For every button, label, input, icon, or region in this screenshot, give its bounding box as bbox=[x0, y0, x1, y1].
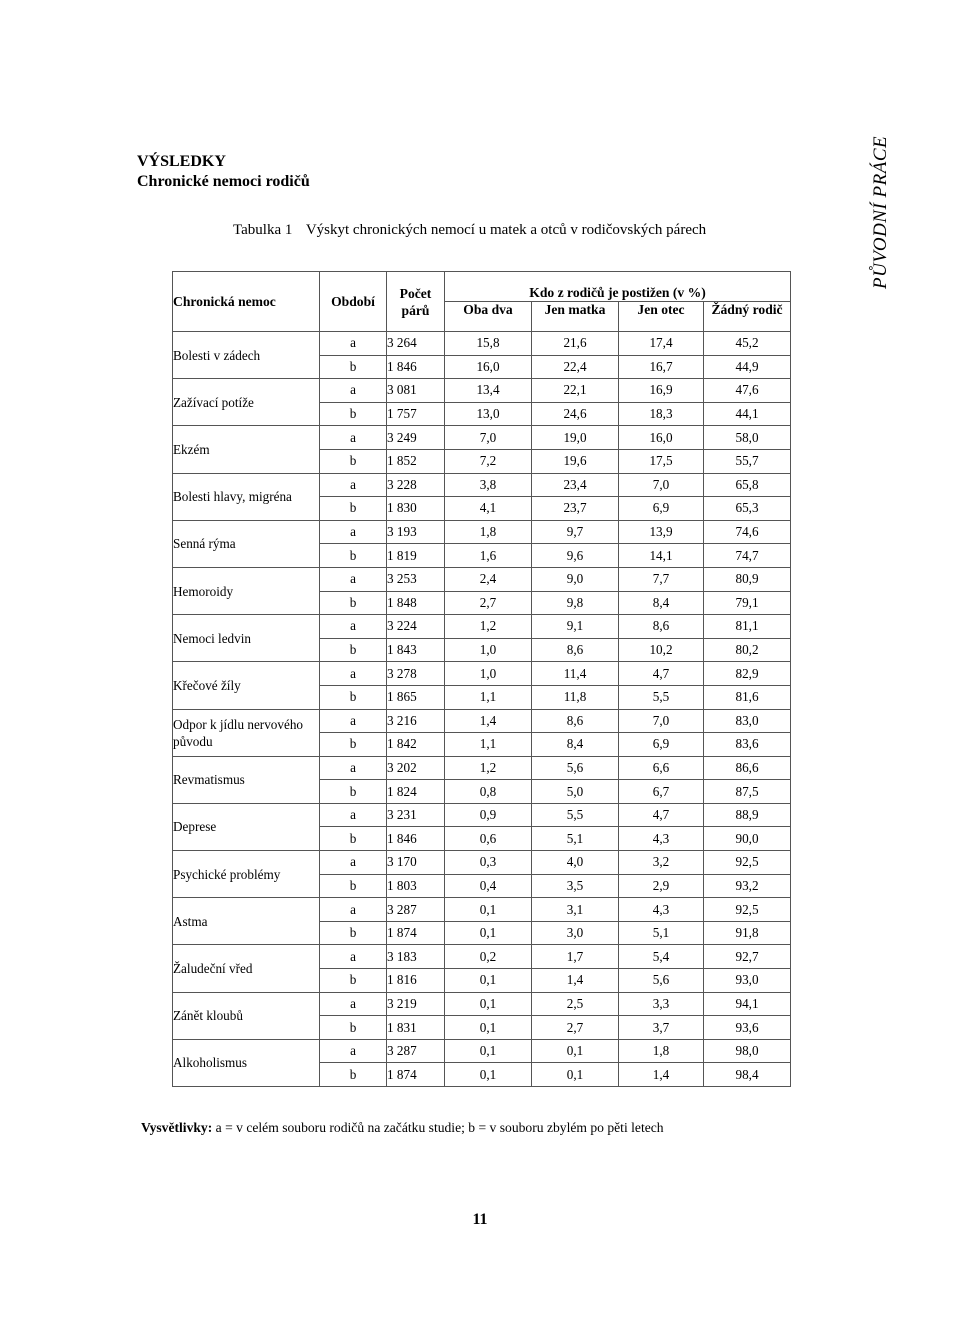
mother-cell: 0,1 bbox=[532, 1039, 619, 1063]
disease-name: Hemoroidy bbox=[173, 567, 320, 614]
table-row bbox=[173, 945, 791, 969]
period-cell: a bbox=[320, 803, 387, 827]
father-cell: 8,6 bbox=[619, 615, 704, 639]
disease-name: Deprese bbox=[173, 803, 320, 850]
disease-name: Senná rýma bbox=[173, 520, 320, 567]
none-cell: 98,0 bbox=[704, 1039, 791, 1063]
both-cell: 0,1 bbox=[445, 921, 532, 945]
father-cell: 5,4 bbox=[619, 945, 704, 969]
table-row bbox=[173, 332, 791, 356]
period-cell: b bbox=[320, 1016, 387, 1040]
pairs-cell: 3 287 bbox=[387, 898, 445, 922]
both-cell: 0,6 bbox=[445, 827, 532, 851]
father-cell: 17,5 bbox=[619, 449, 704, 473]
period-cell: a bbox=[320, 709, 387, 733]
table-caption-number: Tabulka 1 bbox=[233, 222, 293, 238]
mother-cell: 9,6 bbox=[532, 544, 619, 568]
father-cell: 7,0 bbox=[619, 709, 704, 733]
father-cell: 16,7 bbox=[619, 355, 704, 379]
pairs-cell: 1 830 bbox=[387, 497, 445, 521]
period-cell: b bbox=[320, 497, 387, 521]
section-subtitle: Chronické nemoci rodičů bbox=[137, 173, 310, 190]
none-cell: 86,6 bbox=[704, 756, 791, 780]
period-cell: a bbox=[320, 379, 387, 403]
header-affected-group: Kdo z rodičů je postižen (v %) bbox=[445, 272, 791, 302]
none-cell: 88,9 bbox=[704, 803, 791, 827]
table-row bbox=[173, 473, 791, 497]
pairs-cell: 1 803 bbox=[387, 874, 445, 898]
mother-cell: 5,0 bbox=[532, 780, 619, 804]
father-cell: 3,3 bbox=[619, 992, 704, 1016]
mother-cell: 23,7 bbox=[532, 497, 619, 521]
father-cell: 4,7 bbox=[619, 662, 704, 686]
father-cell: 14,1 bbox=[619, 544, 704, 568]
both-cell: 2,7 bbox=[445, 591, 532, 615]
table-row bbox=[173, 756, 791, 780]
pairs-cell: 1 848 bbox=[387, 591, 445, 615]
period-cell: b bbox=[320, 969, 387, 993]
period-cell: a bbox=[320, 615, 387, 639]
disease-name: Bolesti v zádech bbox=[173, 332, 320, 379]
none-cell: 92,5 bbox=[704, 898, 791, 922]
none-cell: 83,0 bbox=[704, 709, 791, 733]
mother-cell: 4,0 bbox=[532, 851, 619, 875]
both-cell: 1,1 bbox=[445, 685, 532, 709]
footnote-label: Vysvětlivky: bbox=[141, 1120, 213, 1135]
side-label: PŮVODNÍ PRÁCE bbox=[870, 135, 891, 289]
period-cell: b bbox=[320, 733, 387, 757]
period-cell: b bbox=[320, 827, 387, 851]
disease-name: Žaludeční vřed bbox=[173, 945, 320, 992]
section-title: VÝSLEDKY bbox=[137, 153, 226, 170]
pairs-cell: 1 874 bbox=[387, 921, 445, 945]
both-cell: 2,4 bbox=[445, 567, 532, 591]
both-cell: 1,1 bbox=[445, 733, 532, 757]
header-pairs: Počet párů bbox=[387, 272, 445, 332]
period-cell: b bbox=[320, 921, 387, 945]
mother-cell: 23,4 bbox=[532, 473, 619, 497]
pairs-cell: 3 081 bbox=[387, 379, 445, 403]
table-row bbox=[173, 1039, 791, 1063]
both-cell: 1,2 bbox=[445, 615, 532, 639]
disease-name: Revmatismus bbox=[173, 756, 320, 803]
pairs-cell: 3 287 bbox=[387, 1039, 445, 1063]
disease-name: Zánět kloubů bbox=[173, 992, 320, 1039]
father-cell: 6,9 bbox=[619, 497, 704, 521]
pairs-cell: 3 224 bbox=[387, 615, 445, 639]
period-cell: a bbox=[320, 473, 387, 497]
period-cell: b bbox=[320, 1063, 387, 1087]
mother-cell: 5,6 bbox=[532, 756, 619, 780]
none-cell: 93,0 bbox=[704, 969, 791, 993]
father-cell: 6,7 bbox=[619, 780, 704, 804]
father-cell: 6,6 bbox=[619, 756, 704, 780]
mother-cell: 24,6 bbox=[532, 402, 619, 426]
father-cell: 5,6 bbox=[619, 969, 704, 993]
father-cell: 7,7 bbox=[619, 567, 704, 591]
header-none: Žádný rodič bbox=[704, 302, 791, 332]
pairs-cell: 3 253 bbox=[387, 567, 445, 591]
table-row bbox=[173, 379, 791, 403]
table-row bbox=[173, 803, 791, 827]
none-cell: 93,6 bbox=[704, 1016, 791, 1040]
pairs-cell: 1 824 bbox=[387, 780, 445, 804]
mother-cell: 8,4 bbox=[532, 733, 619, 757]
mother-cell: 22,4 bbox=[532, 355, 619, 379]
father-cell: 4,7 bbox=[619, 803, 704, 827]
none-cell: 44,9 bbox=[704, 355, 791, 379]
mother-cell: 8,6 bbox=[532, 709, 619, 733]
both-cell: 0,1 bbox=[445, 1039, 532, 1063]
table-row bbox=[173, 567, 791, 591]
period-cell: a bbox=[320, 332, 387, 356]
mother-cell: 5,5 bbox=[532, 803, 619, 827]
period-cell: b bbox=[320, 780, 387, 804]
both-cell: 1,8 bbox=[445, 520, 532, 544]
disease-name: Astma bbox=[173, 898, 320, 945]
table-row bbox=[173, 426, 791, 450]
mother-cell: 9,0 bbox=[532, 567, 619, 591]
both-cell: 1,6 bbox=[445, 544, 532, 568]
both-cell: 3,8 bbox=[445, 473, 532, 497]
both-cell: 16,0 bbox=[445, 355, 532, 379]
mother-cell: 3,1 bbox=[532, 898, 619, 922]
none-cell: 47,6 bbox=[704, 379, 791, 403]
both-cell: 0,9 bbox=[445, 803, 532, 827]
pairs-cell: 3 216 bbox=[387, 709, 445, 733]
section-heading bbox=[137, 152, 310, 192]
both-cell: 0,8 bbox=[445, 780, 532, 804]
father-cell: 2,9 bbox=[619, 874, 704, 898]
none-cell: 91,8 bbox=[704, 921, 791, 945]
father-cell: 13,9 bbox=[619, 520, 704, 544]
mother-cell: 9,7 bbox=[532, 520, 619, 544]
pairs-cell: 1 843 bbox=[387, 638, 445, 662]
header-father: Jen otec bbox=[619, 302, 704, 332]
none-cell: 74,6 bbox=[704, 520, 791, 544]
mother-cell: 21,6 bbox=[532, 332, 619, 356]
both-cell: 0,1 bbox=[445, 992, 532, 1016]
pairs-cell: 1 831 bbox=[387, 1016, 445, 1040]
both-cell: 4,1 bbox=[445, 497, 532, 521]
disease-name: Křečové žíly bbox=[173, 662, 320, 709]
mother-cell: 11,4 bbox=[532, 662, 619, 686]
table-row bbox=[173, 520, 791, 544]
period-cell: a bbox=[320, 756, 387, 780]
none-cell: 74,7 bbox=[704, 544, 791, 568]
father-cell: 1,8 bbox=[619, 1039, 704, 1063]
mother-cell: 9,8 bbox=[532, 591, 619, 615]
both-cell: 15,8 bbox=[445, 332, 532, 356]
period-cell: b bbox=[320, 449, 387, 473]
none-cell: 80,9 bbox=[704, 567, 791, 591]
both-cell: 0,1 bbox=[445, 969, 532, 993]
father-cell: 17,4 bbox=[619, 332, 704, 356]
mother-cell: 3,5 bbox=[532, 874, 619, 898]
period-cell: a bbox=[320, 992, 387, 1016]
period-cell: a bbox=[320, 520, 387, 544]
table-row bbox=[173, 662, 791, 686]
father-cell: 3,2 bbox=[619, 851, 704, 875]
header-both: Oba dva bbox=[445, 302, 532, 332]
period-cell: b bbox=[320, 638, 387, 662]
pairs-cell: 3 193 bbox=[387, 520, 445, 544]
father-cell: 10,2 bbox=[619, 638, 704, 662]
none-cell: 65,8 bbox=[704, 473, 791, 497]
mother-cell: 2,5 bbox=[532, 992, 619, 1016]
header-mother: Jen matka bbox=[532, 302, 619, 332]
both-cell: 0,1 bbox=[445, 898, 532, 922]
father-cell: 3,7 bbox=[619, 1016, 704, 1040]
mother-cell: 2,7 bbox=[532, 1016, 619, 1040]
period-cell: b bbox=[320, 685, 387, 709]
father-cell: 4,3 bbox=[619, 827, 704, 851]
father-cell: 5,5 bbox=[619, 685, 704, 709]
pairs-cell: 3 170 bbox=[387, 851, 445, 875]
father-cell: 16,9 bbox=[619, 379, 704, 403]
mother-cell: 8,6 bbox=[532, 638, 619, 662]
none-cell: 65,3 bbox=[704, 497, 791, 521]
both-cell: 0,4 bbox=[445, 874, 532, 898]
both-cell: 0,1 bbox=[445, 1063, 532, 1087]
table-row bbox=[173, 709, 791, 733]
period-cell: a bbox=[320, 662, 387, 686]
none-cell: 79,1 bbox=[704, 591, 791, 615]
none-cell: 98,4 bbox=[704, 1063, 791, 1087]
period-cell: a bbox=[320, 945, 387, 969]
period-cell: a bbox=[320, 898, 387, 922]
both-cell: 1,4 bbox=[445, 709, 532, 733]
none-cell: 81,1 bbox=[704, 615, 791, 639]
none-cell: 45,2 bbox=[704, 332, 791, 356]
none-cell: 83,6 bbox=[704, 733, 791, 757]
table-row bbox=[173, 615, 791, 639]
none-cell: 81,6 bbox=[704, 685, 791, 709]
father-cell: 16,0 bbox=[619, 426, 704, 450]
pairs-cell: 3 219 bbox=[387, 992, 445, 1016]
pairs-cell: 1 846 bbox=[387, 355, 445, 379]
both-cell: 1,2 bbox=[445, 756, 532, 780]
page-number: 11 bbox=[472, 1211, 488, 1228]
disease-name: Nemoci ledvin bbox=[173, 615, 320, 662]
period-cell: a bbox=[320, 1039, 387, 1063]
mother-cell: 22,1 bbox=[532, 379, 619, 403]
both-cell: 13,0 bbox=[445, 402, 532, 426]
both-cell: 13,4 bbox=[445, 379, 532, 403]
mother-cell: 0,1 bbox=[532, 1063, 619, 1087]
none-cell: 82,9 bbox=[704, 662, 791, 686]
table-row bbox=[173, 851, 791, 875]
period-cell: b bbox=[320, 402, 387, 426]
period-cell: b bbox=[320, 874, 387, 898]
period-cell: b bbox=[320, 591, 387, 615]
header-row bbox=[173, 272, 791, 302]
both-cell: 7,0 bbox=[445, 426, 532, 450]
period-cell: b bbox=[320, 544, 387, 568]
none-cell: 93,2 bbox=[704, 874, 791, 898]
pairs-cell: 1 842 bbox=[387, 733, 445, 757]
disease-name: Ekzém bbox=[173, 426, 320, 473]
both-cell: 0,1 bbox=[445, 1016, 532, 1040]
period-cell: b bbox=[320, 355, 387, 379]
table-row bbox=[173, 992, 791, 1016]
disease-name: Psychické problémy bbox=[173, 851, 320, 898]
father-cell: 1,4 bbox=[619, 1063, 704, 1087]
father-cell: 7,0 bbox=[619, 473, 704, 497]
none-cell: 94,1 bbox=[704, 992, 791, 1016]
pairs-cell: 3 202 bbox=[387, 756, 445, 780]
pairs-cell: 3 183 bbox=[387, 945, 445, 969]
father-cell: 8,4 bbox=[619, 591, 704, 615]
footnote bbox=[141, 1120, 664, 1136]
pairs-cell: 1 816 bbox=[387, 969, 445, 993]
pairs-cell: 3 231 bbox=[387, 803, 445, 827]
mother-cell: 5,1 bbox=[532, 827, 619, 851]
footnote-text: a = v celém souboru rodičů na začátku studie; b = v souboru zbylém po pěti letech bbox=[212, 1120, 664, 1135]
header-disease: Chronická nemoc bbox=[173, 272, 320, 332]
none-cell: 92,7 bbox=[704, 945, 791, 969]
mother-cell: 19,0 bbox=[532, 426, 619, 450]
none-cell: 44,1 bbox=[704, 402, 791, 426]
pairs-cell: 3 249 bbox=[387, 426, 445, 450]
pairs-cell: 1 874 bbox=[387, 1063, 445, 1087]
none-cell: 90,0 bbox=[704, 827, 791, 851]
mother-cell: 1,4 bbox=[532, 969, 619, 993]
pairs-cell: 1 757 bbox=[387, 402, 445, 426]
pairs-cell: 1 846 bbox=[387, 827, 445, 851]
both-cell: 0,2 bbox=[445, 945, 532, 969]
mother-cell: 3,0 bbox=[532, 921, 619, 945]
disease-name: Bolesti hlavy, migréna bbox=[173, 473, 320, 520]
both-cell: 1,0 bbox=[445, 638, 532, 662]
mother-cell: 11,8 bbox=[532, 685, 619, 709]
disease-table bbox=[172, 271, 791, 1087]
none-cell: 87,5 bbox=[704, 780, 791, 804]
both-cell: 7,2 bbox=[445, 449, 532, 473]
none-cell: 92,5 bbox=[704, 851, 791, 875]
disease-name: Alkoholismus bbox=[173, 1039, 320, 1086]
pairs-cell: 3 228 bbox=[387, 473, 445, 497]
disease-name: Odpor k jídlu nervového původu bbox=[173, 709, 320, 756]
both-cell: 0,3 bbox=[445, 851, 532, 875]
pairs-cell: 1 852 bbox=[387, 449, 445, 473]
pairs-cell: 3 264 bbox=[387, 332, 445, 356]
mother-cell: 19,6 bbox=[532, 449, 619, 473]
table-caption-text: Výskyt chronických nemocí u matek a otců v rodičovských párech bbox=[305, 222, 707, 238]
pairs-cell: 1 819 bbox=[387, 544, 445, 568]
none-cell: 58,0 bbox=[704, 426, 791, 450]
period-cell: a bbox=[320, 851, 387, 875]
none-cell: 55,7 bbox=[704, 449, 791, 473]
none-cell: 80,2 bbox=[704, 638, 791, 662]
father-cell: 5,1 bbox=[619, 921, 704, 945]
father-cell: 4,3 bbox=[619, 898, 704, 922]
disease-name: Zažívací potíže bbox=[173, 379, 320, 426]
pairs-cell: 1 865 bbox=[387, 685, 445, 709]
period-cell: a bbox=[320, 567, 387, 591]
father-cell: 18,3 bbox=[619, 402, 704, 426]
header-period: Období bbox=[320, 272, 387, 332]
father-cell: 6,9 bbox=[619, 733, 704, 757]
both-cell: 1,0 bbox=[445, 662, 532, 686]
table-row bbox=[173, 898, 791, 922]
mother-cell: 9,1 bbox=[532, 615, 619, 639]
mother-cell: 1,7 bbox=[532, 945, 619, 969]
table-caption bbox=[233, 222, 706, 239]
pairs-cell: 3 278 bbox=[387, 662, 445, 686]
period-cell: a bbox=[320, 426, 387, 450]
